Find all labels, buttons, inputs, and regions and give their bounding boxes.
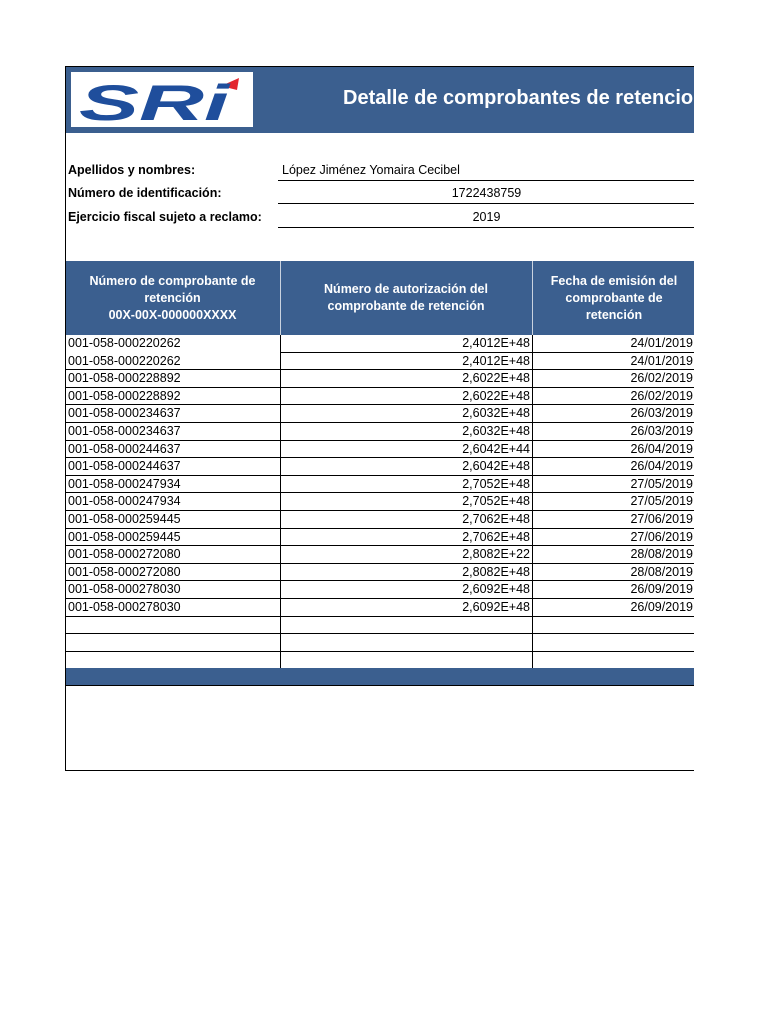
cell-receipt-number: 001-058-000247934 xyxy=(66,476,280,494)
table-row xyxy=(66,388,694,406)
id-label: Número de identificación: xyxy=(68,186,222,200)
page-title: Detalle de comprobantes de retencio xyxy=(343,87,694,109)
document-sheet xyxy=(65,66,694,771)
table-row xyxy=(66,564,694,582)
table-row-empty xyxy=(66,652,694,670)
sri-logo xyxy=(71,72,253,127)
table-row xyxy=(66,599,694,617)
cell-receipt-number: 001-058-000272080 xyxy=(66,564,280,582)
cell-receipt-number: 001-058-000228892 xyxy=(66,370,280,388)
table-row xyxy=(66,335,694,353)
empty-cell xyxy=(280,617,532,635)
year-field xyxy=(278,206,694,228)
names-label: Apellidos y nombres: xyxy=(68,163,196,177)
cell-authorization-number: 2,7052E+48 xyxy=(280,493,532,511)
empty-cell xyxy=(280,634,532,652)
cell-receipt-number: 001-058-000278030 xyxy=(66,581,280,599)
table-row xyxy=(66,405,694,423)
cell-receipt-number: 001-058-000272080 xyxy=(66,546,280,564)
svg-text:SRi: SRi xyxy=(79,75,231,127)
cell-issue-date: 26/02/2019 xyxy=(532,370,694,388)
empty-cell xyxy=(532,617,694,635)
cell-issue-date: 26/09/2019 xyxy=(532,599,694,617)
table-row xyxy=(66,441,694,459)
table-row xyxy=(66,353,694,371)
cell-issue-date: 27/05/2019 xyxy=(532,493,694,511)
table-header xyxy=(66,261,694,335)
column-header-issue-date xyxy=(532,261,694,335)
cell-authorization-number: 2,4012E+48 xyxy=(280,353,532,371)
table-row xyxy=(66,476,694,494)
cell-issue-date: 27/06/2019 xyxy=(532,511,694,529)
cell-receipt-number: 001-058-000259445 xyxy=(66,529,280,547)
cell-issue-date: 28/08/2019 xyxy=(532,546,694,564)
cell-issue-date: 26/03/2019 xyxy=(532,405,694,423)
table-body xyxy=(66,335,694,669)
empty-cell xyxy=(66,652,280,670)
id-field xyxy=(278,182,694,204)
year-row xyxy=(66,206,694,229)
id-value: 1722438759 xyxy=(451,186,522,200)
empty-cell xyxy=(532,634,694,652)
table-row xyxy=(66,493,694,511)
table-row xyxy=(66,529,694,547)
table-row xyxy=(66,370,694,388)
cell-authorization-number: 2,6092E+48 xyxy=(280,599,532,617)
header-banner xyxy=(66,67,694,133)
year-value: 2019 xyxy=(472,210,501,224)
column-header-receipt-number xyxy=(66,261,279,335)
cell-issue-date: 27/05/2019 xyxy=(532,476,694,494)
cell-issue-date: 26/03/2019 xyxy=(532,423,694,441)
table-row xyxy=(66,458,694,476)
table-row-empty xyxy=(66,617,694,635)
column-header-label: Número de comprobante de retención 00X-00X-000000XXXX xyxy=(89,273,256,322)
cell-receipt-number: 001-058-000234637 xyxy=(66,423,280,441)
cell-receipt-number: 001-058-000278030 xyxy=(66,599,280,617)
cell-issue-date: 28/08/2019 xyxy=(532,564,694,582)
cell-authorization-number: 2,6032E+48 xyxy=(280,423,532,441)
cell-authorization-number: 2,7052E+48 xyxy=(280,476,532,494)
empty-cell xyxy=(66,634,280,652)
names-row xyxy=(66,159,694,182)
cell-authorization-number: 2,4012E+48 xyxy=(280,335,532,353)
cell-authorization-number: 2,6022E+48 xyxy=(280,370,532,388)
table-row xyxy=(66,511,694,529)
cell-issue-date: 27/06/2019 xyxy=(532,529,694,547)
names-value: López Jiménez Yomaira Cecibel xyxy=(282,163,460,177)
table-row xyxy=(66,546,694,564)
names-field xyxy=(278,159,694,181)
cell-authorization-number: 2,7062E+48 xyxy=(280,529,532,547)
empty-cell xyxy=(532,652,694,670)
cell-authorization-number: 2,6092E+48 xyxy=(280,581,532,599)
column-header-label: Número de autorización del comprobante de retención xyxy=(324,282,488,313)
cell-issue-date: 26/09/2019 xyxy=(532,581,694,599)
cell-receipt-number: 001-058-000220262 xyxy=(66,353,280,371)
empty-cell xyxy=(280,652,532,670)
cell-issue-date: 26/04/2019 xyxy=(532,441,694,459)
cell-receipt-number: 001-058-000244637 xyxy=(66,441,280,459)
empty-cell xyxy=(66,617,280,635)
cell-authorization-number: 2,7062E+48 xyxy=(280,511,532,529)
cell-issue-date: 24/01/2019 xyxy=(532,335,694,353)
cell-receipt-number: 001-058-000247934 xyxy=(66,493,280,511)
cell-issue-date: 24/01/2019 xyxy=(532,353,694,371)
year-label: Ejercicio fiscal sujeto a reclamo: xyxy=(68,210,262,224)
table-footer-bar xyxy=(66,668,694,686)
table-row-empty xyxy=(66,634,694,652)
cell-authorization-number: 2,6042E+44 xyxy=(280,441,532,459)
cell-receipt-number: 001-058-000228892 xyxy=(66,388,280,406)
cell-receipt-number: 001-058-000259445 xyxy=(66,511,280,529)
id-row xyxy=(66,182,694,205)
sri-logo-icon xyxy=(71,72,253,127)
column-header-label: Fecha de emisión del comprobante de retención xyxy=(550,273,678,322)
column-header-authorization xyxy=(280,261,531,335)
table-row xyxy=(66,581,694,599)
cell-issue-date: 26/04/2019 xyxy=(532,458,694,476)
cell-authorization-number: 2,8082E+48 xyxy=(280,564,532,582)
cell-receipt-number: 001-058-000220262 xyxy=(68,336,181,350)
cell-issue-date: 26/02/2019 xyxy=(532,388,694,406)
cell-authorization-number: 2,6022E+48 xyxy=(280,388,532,406)
cell-authorization-number: 2,6032E+48 xyxy=(280,405,532,423)
cell-receipt-number: 001-058-000244637 xyxy=(66,458,280,476)
cell-authorization-number: 2,8082E+22 xyxy=(280,546,532,564)
cell-authorization-number: 2,6042E+48 xyxy=(280,458,532,476)
cell-receipt-number: 001-058-000234637 xyxy=(66,405,280,423)
table-row xyxy=(66,423,694,441)
